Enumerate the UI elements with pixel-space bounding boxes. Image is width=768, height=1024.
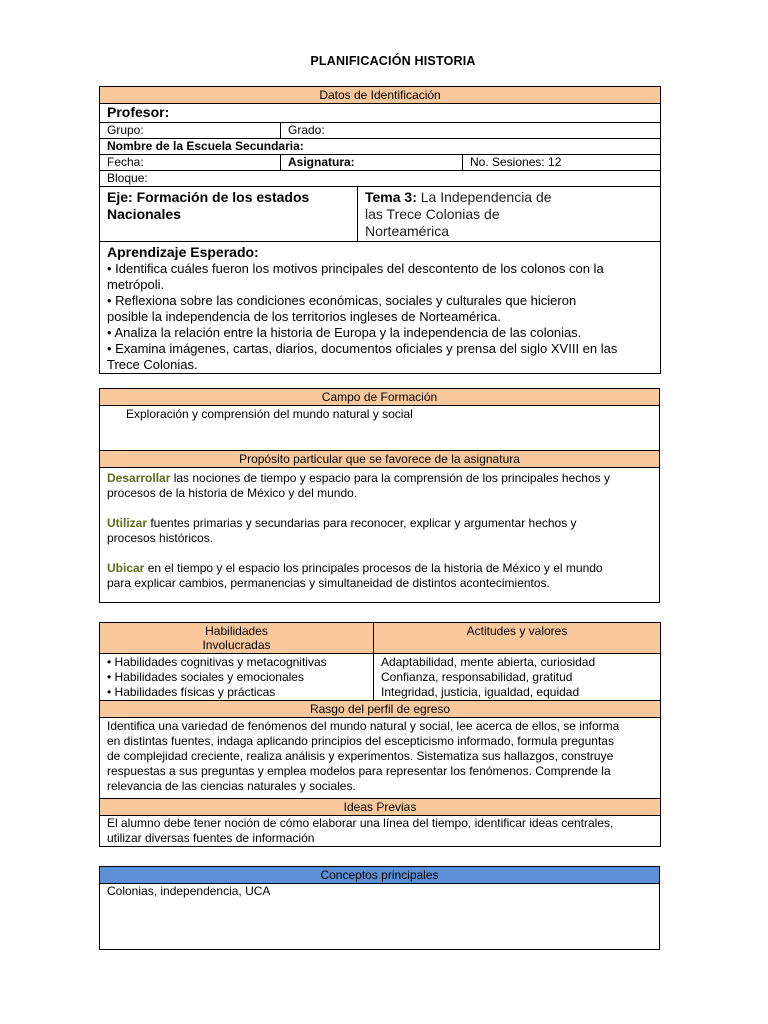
proposito-header: Propósito particular que se favorece de la asignatura <box>100 451 660 468</box>
rasgo-line: respuestas a sus preguntas y emplea modelos para representar los fenómenos. Comprende la <box>107 764 611 778</box>
identification-header: Datos de Identificación <box>100 87 661 104</box>
rasgo-line: en distintas fuentes, indaga aplicando principios del escepticismo informado, formula preguntas <box>107 734 614 748</box>
proposito-text: en el tiempo y el espacio los principales procesos de la historia de México y el mundo <box>144 561 603 575</box>
ideas-header: Ideas Previas <box>100 799 661 816</box>
grado-field[interactable]: Grado: <box>281 123 661 139</box>
keyword-utilizar: Utilizar <box>107 516 148 530</box>
actitud-item: Confianza, responsabilidad, gratitud <box>381 670 573 684</box>
tema-line-3: Norteamérica <box>365 223 450 239</box>
keyword-desarrollar: Desarrollar <box>107 471 171 485</box>
rasgo-line: Identifica una variedad de fenómenos del mundo natural y social, lee acerca de ellos, se informa <box>107 719 620 733</box>
keyword-ubicar: Ubicar <box>107 561 145 575</box>
ideas-line: El alumno debe tener noción de cómo elaborar una línea del tiempo, identificar ideas centrales, <box>107 816 614 830</box>
aprendizaje-line: Trece Colonias. <box>107 357 198 372</box>
sesiones-field[interactable]: No. Sesiones: 12 <box>463 155 661 171</box>
tema-cell <box>358 187 661 242</box>
aprendizaje-line: • Identifica cuáles fueron los motivos principales del descontento de los colonos con la <box>107 261 604 276</box>
tema-line-1: La Independencia de <box>416 189 552 205</box>
ideas-body <box>100 816 661 847</box>
habilidades-table <box>99 622 661 847</box>
actitudes-header: Actitudes y valores <box>374 623 661 654</box>
actitudes-list <box>374 654 661 701</box>
habilidades-header-line: Habilidades <box>205 624 268 638</box>
aprendizaje-line: • Analiza la relación entre la historia de Europa y la independencia de las colonias. <box>107 325 582 340</box>
proposito-text: las nociones de tiempo y espacio para la comprensión de los principales hechos y <box>170 471 610 485</box>
eje-cell <box>100 187 358 242</box>
conceptos-table <box>99 866 660 950</box>
proposito-text: para explicar cambios, permanencias y simultaneidad de distintos acontecimientos. <box>107 576 550 590</box>
habilidad-item: • Habilidades sociales y emocionales <box>107 670 304 684</box>
rasgo-header: Rasgo del perfil de egreso <box>100 701 661 718</box>
proposito-text: procesos históricos. <box>107 531 214 545</box>
eje-line-1: Eje: Formación de los estados <box>107 189 310 205</box>
proposito-text: fuentes primarias y secundarias para reconocer, explicar y argumentar hechos y <box>147 516 577 530</box>
rasgo-line: relevancia de las ciencias naturales y sociales. <box>107 779 356 793</box>
habilidades-header-line: Involucradas <box>202 638 271 652</box>
grupo-field[interactable]: Grupo: <box>100 123 281 139</box>
aprendizaje-line: • Examina imágenes, cartas, diarios, documentos oficiales y prensa del siglo XVIII en las <box>107 341 618 356</box>
aprendizaje-line: • Reflexiona sobre las condiciones económicas, sociales y culturales que hicieron <box>107 293 577 308</box>
escuela-field[interactable]: Nombre de la Escuela Secundaria: <box>100 139 661 155</box>
actitud-item: Adaptabilidad, mente abierta, curiosidad <box>381 655 596 669</box>
profesor-field[interactable]: Profesor: <box>100 104 661 123</box>
aprendizaje-label: Aprendizaje Esperado: <box>107 244 259 260</box>
tema-label: Tema 3: <box>365 189 417 205</box>
page-title: PLANIFICACIÓN HISTORIA <box>310 54 476 68</box>
bloque-field[interactable]: Bloque: <box>100 171 661 187</box>
habilidades-list <box>100 654 374 701</box>
habilidad-item: • Habilidades cognitivas y metacognitivas <box>107 655 327 669</box>
aprendizaje-line: metrópoli. <box>107 277 165 292</box>
rasgo-body <box>100 718 661 799</box>
fecha-field[interactable]: Fecha: <box>100 155 281 171</box>
proposito-text: procesos de la historia de México y del mundo. <box>107 486 358 500</box>
identification-table <box>99 86 661 374</box>
ideas-line: utilizar diversas fuentes de información <box>107 831 315 845</box>
campo-text: Exploración y comprensión del mundo natural y social <box>100 406 660 451</box>
eje-line-2: Nacionales <box>107 206 181 222</box>
tema-line-2: las Trece Colonias de <box>365 206 500 222</box>
habilidades-header <box>100 623 374 654</box>
aprendizaje-line: posible la independencia de los territorios ingleses de Norteamérica. <box>107 309 501 324</box>
rasgo-line: de complejidad creciente, realiza análisis y experimentos. Sistematiza sus hallazgos, construye <box>107 749 614 763</box>
proposito-body <box>100 468 660 603</box>
conceptos-text: Colonias, independencia, UCA <box>100 884 660 950</box>
asignatura-field[interactable]: Asignatura: <box>281 155 463 171</box>
conceptos-header: Conceptos principales <box>100 867 660 884</box>
aprendizaje-cell <box>100 242 661 374</box>
campo-table <box>99 388 660 603</box>
campo-header: Campo de Formación <box>100 389 660 406</box>
actitud-item: Integridad, justicia, igualdad, equidad <box>381 685 580 699</box>
habilidad-item: • Habilidades físicas y prácticas <box>107 685 276 699</box>
